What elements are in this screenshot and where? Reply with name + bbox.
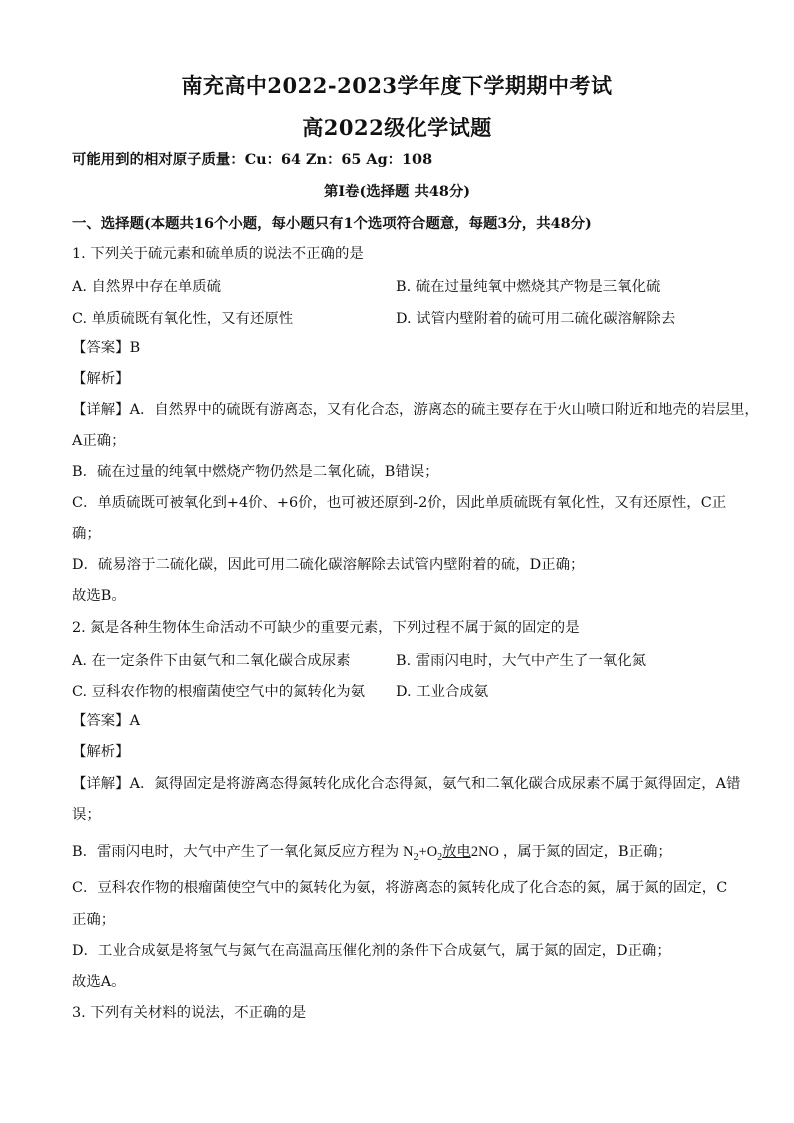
q1-detail-b: B．硫在过量的纯氧中燃烧产物仍然是二氧化硫，B错误； <box>72 464 439 480</box>
q1-detail-d: D．硫易溶于二硫化碳，因此可用二硫化碳溶解除去试管内壁附着的硫，D正确； <box>72 557 585 573</box>
q2-detail-b <box>72 842 722 868</box>
q1-option-c: C. 单质硫既有氧化性，又有还原性 <box>72 311 294 327</box>
q2-detail-d: D．工业合成氨是将氢气与氮气在高温高压催化剂的条件下合成氨气，属于氮的固定，D正确； <box>72 943 671 959</box>
q2-detail-c-cont: 正确； <box>72 912 116 928</box>
atomic-mass-note: 可能用到的相对原子质量：Cu：64 Zn：65 Ag：108 <box>72 151 433 168</box>
exam-title: 南充高中2022-2023学年度下学期期中考试 <box>181 73 613 98</box>
part-heading: 一、选择题(本题共16个小题，每小题只有1个选项符合题意，每题3分，共48分) <box>72 215 592 232</box>
q1-option-b: B. 硫在过量纯氧中燃烧其产物是三氧化硫 <box>396 279 661 295</box>
q1-detail-c-cont: 确； <box>72 526 101 542</box>
q1-detail-a: 【详解】A．自然界中的硫既有游离态，又有化合态，游离态的硫主要存在于火山喷口附近和地壳的岩层里， <box>72 402 759 418</box>
q2-answer: 【答案】A <box>72 713 140 729</box>
q2-option-d: D. 工业合成氨 <box>396 684 489 700</box>
exam-subtitle: 高2022级化学试题 <box>302 115 492 140</box>
q2-detail-c: C．豆科农作物的根瘤菌使空气中的氮转化为氨，将游离态的氮转化成了化合态的氮，属于氮的固定，C <box>72 880 728 896</box>
reaction-equation: $N_2+O_2$放电2NO <box>403 844 499 863</box>
formula-n2: N <box>403 844 414 860</box>
reaction-condition: 放电 <box>442 844 471 860</box>
q2-detail-a: 【详解】A．氮得固定是将游离态得氮转化成化合态得氮，氨气和二氧化碳合成尿素不属于氮得固定，A错 <box>72 776 741 792</box>
q2-option-b: B. 雷雨闪电时，大气中产生了一氧化氮 <box>396 653 646 669</box>
formula-plus-o2: +O <box>418 844 438 860</box>
q2-analysis-label: 【解析】 <box>72 744 130 760</box>
q1-analysis-label: 【解析】 <box>72 371 130 387</box>
q1-conclusion: 故选B。 <box>72 588 126 604</box>
q2-option-a: A. 在一定条件下由氨气和二氧化碳合成尿素 <box>72 653 351 669</box>
q1-answer: 【答案】B <box>72 340 141 356</box>
q1-detail-a-cont: A正确； <box>72 433 126 449</box>
q1-option-d: D. 试管内壁附着的硫可用二硫化碳溶解除去 <box>396 311 676 327</box>
section-heading: 第Ⅰ卷(选择题 共48分) <box>323 183 471 200</box>
q1-option-a: A. 自然界中存在单质硫 <box>72 279 222 295</box>
q3-stem: 3. 下列有关材料的说法，不正确的是 <box>72 1005 307 1021</box>
q2-conclusion: 故选A。 <box>72 974 126 990</box>
q1-stem: 1. 下列关于硫元素和硫单质的说法不正确的是 <box>72 246 364 262</box>
q1-detail-c: C．单质硫既可被氧化到+4价、+6价，也可被还原到-2价，因此单质硫既有氧化性，又有还原性，C正 <box>72 495 727 511</box>
q2-detail-a-cont: 误； <box>72 807 101 823</box>
formula-product: 2NO <box>470 844 499 860</box>
q2-option-c: C. 豆科农作物的根瘤菌使空气中的氮转化为氨 <box>72 684 366 700</box>
q2-detail-b-tail: ，属于氮的固定，B正确； <box>502 844 672 860</box>
q2-detail-b-text: B．雷雨闪电时，大气中产生了一氧化氮反应方程为 <box>72 844 400 860</box>
q2-stem: 2. 氮是各种生物体生命活动不可缺少的重要元素，下列过程不属于氮的固定的是 <box>72 620 580 636</box>
